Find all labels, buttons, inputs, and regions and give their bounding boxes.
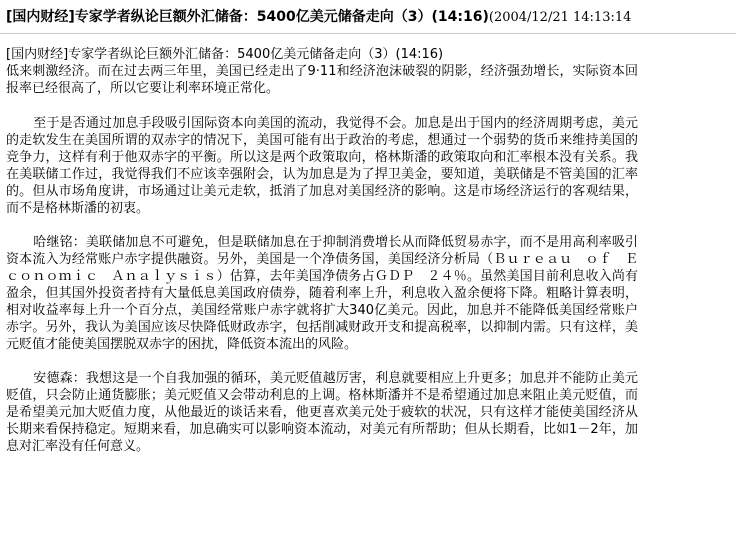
headline-divider — [0, 33, 736, 34]
article-body — [6, 46, 638, 472]
headline-timestamp: (2004/12/21 14:13:14 — [488, 10, 632, 25]
headline-bar — [6, 8, 736, 27]
article-paragraph: 哈继铭：美联储加息不可避免，但是联储加息在于抑制消费增长从而降低贸易赤字，而不是用高利率吸引资本流入为经常账户赤字提供融资。另外，美国是一个净债务国，美国经济分析局（Ｂｕｒｅａｕ ｏｆ Ｅｃｏｎｏｍｉｃ Ａｎａｌｙｓｉｓ）估算，去年美国净债务占ＧＤＰ ２４％。虽然美国目前利息收入尚有盈余，但其国外投资者持有大量低息美国政府债券，随着利率上升，利息收入盈余便将下降。粗略计算表明，相对收益率每上升一个百分点，美国经常账户赤字就将扩大340亿美元。因此，加息并不能降低美国经常账户赤字。另外，我认为美国应该尽快降低财政赤字，包括削减财政开支和提高税率，以抑制内需。只有这样，美元贬值才能使美国摆脱双赤字的困扰，降低资本流出的风险。 — [6, 235, 638, 352]
article-paragraph: 至于是否通过加息手段吸引国际资本向美国的流动，我觉得不会。加息是出于国内的经济周期考虑，美元的走软发生在美国所谓的双赤字的情况下，美国可能有出于政治的考虑，想通过一个弱势的货币来维持美国的竞争力，这样有利于他双赤字的平衡。所以这是两个政策取向，格林斯潘的政策取向和汇率根本没有关系。我在美联储工作过，我觉得我们不应该幸强附会，认为加息是为了捍卫美金，要知道，美联储是不管美国的汇率的。但从市场角度讲，市场通过让美元走软，抵消了加息对美国经济的影响。这是市场经济运行的客观结果，而不是格林斯潘的初衷。 — [6, 116, 638, 216]
article-paragraph: 安德森：我想这是一个自我加强的循环，美元贬值越厉害，利息就要相应上升更多；加息并不能防止美元贬值，只会防止通货膨胀；美元贬值又会带动利息的上调。格林斯潘并不是希望通过加息来阻止美元贬值，而是希望美元加大贬值力度，从他最近的谈话来看，他更喜欢美元处于疲软的状况，只有这样才能使美国经济从长期来看保持稳定。短期来看，加息确实可以影响资本流动，对美元有所帮助；但从长期看，比如1－2年，加息对汇率没有任何意义。 — [6, 371, 638, 454]
article-lead-title: [国内财经]专家学者纵论巨额外汇储备：5400亿美元储备走向（3）(14:16) — [6, 47, 444, 62]
article-lead-text: 低来刺激经济。而在过去两三年里，美国已经走出了9·11和经济泡沫破裂的阴影，经济强劲增长，实际资本回报率已经很高了，所以它要让利率环境正常化。 — [6, 64, 638, 96]
headline-title: [国内财经]专家学者纵论巨额外汇储备：5400亿美元储备走向（3）(14:16) — [6, 9, 489, 25]
article-lead — [6, 46, 638, 97]
